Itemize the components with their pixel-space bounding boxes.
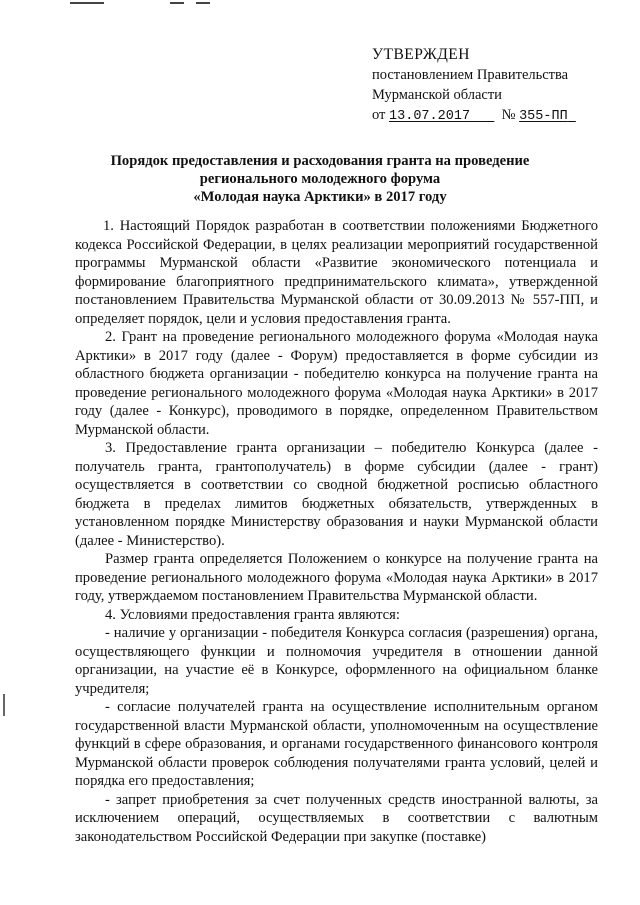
scan-artifact-line <box>70 2 104 4</box>
approval-number: 355-ПП <box>519 109 568 124</box>
scan-artifact-line <box>196 2 210 4</box>
number-prefix: № <box>501 107 516 123</box>
approval-date-line <box>372 105 622 127</box>
paragraph-grant-size: Размер гранта определяется Положением о конкурсе на получение гранта на проведение регионального молодежного форума «Молодая наука Арктики» в 2017 году, утверждаемом постановлением Правительства Мурманской области. <box>75 551 598 604</box>
margin-binding-mark <box>3 694 5 716</box>
condition-currency-ban: - запрет приобретения за счет полученных средств иностранной валюты, за исключением операций, осуществляемых в соответствии с валютным законодательством Российской Федерации при закупке (поставке) <box>75 791 598 845</box>
title-line: «Молодая наука Арктики» в 2017 году <box>193 189 447 205</box>
approval-stamp: УТВЕРЖДЕН <box>372 46 470 63</box>
title-line: Порядок предоставления и расходования гранта на проведение <box>110 153 530 169</box>
approval-date: 13.07.2017 <box>389 109 471 124</box>
scan-artifact-line <box>170 2 184 4</box>
condition-consent-founder: - наличие у организации - победителя Конкурса согласия (разрешения) органа, осуществляющего функции и полномочия учредителя в отношении данной организации, на участие её в Конкурсе, оформленного на официальном бланке учредителя; <box>75 625 598 697</box>
approval-line: Мурманской области <box>372 87 502 103</box>
title-line: регионального молодежного форума <box>199 171 441 187</box>
paragraph-item-4: 4. Условиями предоставления гранта являются: <box>105 606 400 623</box>
document-body <box>75 217 598 846</box>
document-title <box>60 152 580 206</box>
approval-block <box>372 45 622 127</box>
paragraph-item-2: 2. Грант на проведение регионального молодежного форума «Молодая наука Арктики» в 2017 году (далее - Форум) предоставляется в форме субсидии из областного бюджета организации - победителю конкурса на получение гранта на проведение регионального молодежного форума «Молодая наука Арктики» в 2017 году (далее - Конкурс), проводимого в порядке, определенном Правительством Мурманской области. <box>75 329 598 438</box>
approval-line: постановлением Правительства <box>372 67 569 83</box>
paragraph-item-3: 3. Предоставление гранта организации – победителю Конкурса (далее - получатель гранта, грантополучатель) в форме субсидии (далее - грант) осуществляется в соответствии со сводной бюджетной росписью областного бюджета в пределах лимитов бюджетных обязательств, утвержденных в установленном порядке Министерству образования и науки Мурманской области (далее - Министерство). <box>75 440 598 549</box>
date-prefix: от <box>372 107 386 123</box>
paragraph-item-1: 1. Настоящий Порядок разработан в соответствии положениями Бюджетного кодекса Российской Федерации, в целях реализации мероприятий государственной программы Мурманской области «Развитие экономического потенциала и формирование благоприятного предпринимательского климата», утвержденной постановлением Правительства Мурманской области от 30.09.2013 № 557-ПП, и определяет порядок, цели и условия предоставления гранта. <box>75 218 598 327</box>
condition-consent-inspection: - согласие получателей гранта на осуществление исполнительным органом государственной власти Мурманской области, уполномоченным на осуществление функций в сфере образования, и органами государственного финансового контроля Мурманской области проверок соблюдения получателями гранта условий, целей и порядка его предоставления; <box>75 699 598 789</box>
